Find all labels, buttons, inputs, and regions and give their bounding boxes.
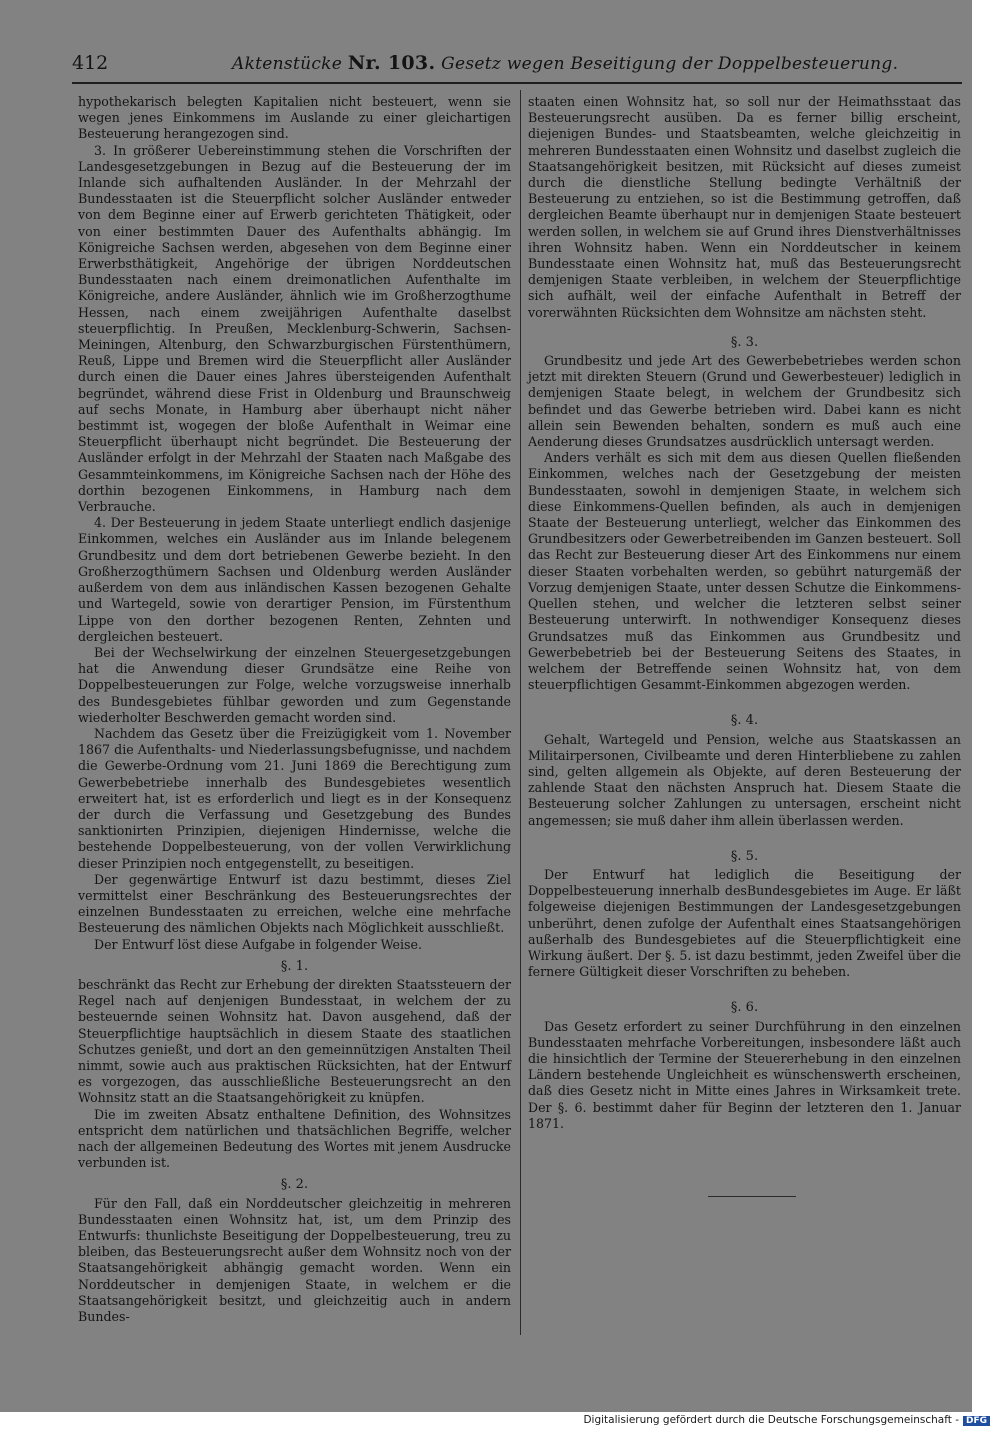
section-heading: §. 5. <box>730 848 759 864</box>
title-prefix: Aktenstücke <box>232 54 343 74</box>
paragraph: Das Gesetz erfordert zu seiner Durchführung in den einzelnen Bundesstaaten mehrfache Vorbereitungen, insbesondere läßt auch die hinsichtlich der Termine der Steuererhebung in den einzelnen Ländern bestehende Ungleichheit es wünschenswerth erscheinen, daß dies Gesetz nicht in Mitte eines Jahres in Wirksamkeit trete. Der §. 6. bestimmt daher für Beginn der letzteren den 1. Januar 1871. <box>528 1018 961 1131</box>
section-heading: §. 2. <box>280 1177 309 1193</box>
section-heading: §. 6. <box>730 1000 759 1016</box>
column-divider <box>520 90 521 1335</box>
section-heading: §. 4. <box>730 713 759 729</box>
paragraph: Grundbesitz und jede Art des Gewerbebetriebes werden schon jetzt mit direkten Steuern (Grund und Gewerbesteuer) lediglich in demjenigen Staate belegt, in welchem der Grundbesitz sich befindet und das Gewerbe betrieben wird. Dabei kann es nicht allein sein Bewenden behalten, sondern es muß auch eine Aenderung dieses Grundsatzes ausdrücklich untersagt werden. <box>528 353 961 450</box>
paragraph: Der Entwurf löst diese Aufgabe in folgender Weise. <box>94 936 422 952</box>
paragraph: Die im zweiten Absatz enthaltene Definition, des Wohnsitzes entspricht dem natürlichen und thatsächlichen Begriffe, welcher nach der allgemeinen Bedeutung des Wortes mit jenem Ausdrucke verbunden ist. <box>78 1106 511 1171</box>
paragraph: 4. Der Besteuerung in jedem Staate unterliegt endlich dasjenige Einkommen, welches ein Ausländer aus im Inlande belegenem Grundbesitz und dem dort betriebenen Gewerbe bezieht. In den Großherzogthümern Sachsen und Oldenburg werden Ausländer außerdem von dem aus inländischen Kassen bezogenen Gehalte und Wartegeld, sowie von derartiger Pension, im Fürstenthum Lippe von den dorther bezogenen Renten, Zehnten und dergleichen besteuert. <box>78 515 511 644</box>
scan-margin <box>972 0 1000 1412</box>
paragraph: staaten einen Wohnsitz hat, so soll nur der Heimathsstaat das Besteuerungsrecht ausüben. Da es ferner billig erscheint, diejenigen Bundes- und Staatsbeamten, welche gleichzeitig in mehreren Bundesstaaten einen Wohnsitz und daselbst zugleich die Staatsangehörigkeit besitzen, mit Rücksicht auf dieses zumeist durch die dienstliche Stellung bedingte Verhältniß der Besteuerung zu entziehen, so ist die Bestimmung getroffen, daß dergleichen Beamte überhaupt nur in demjenigen Staate besteuert werden sollen, in welchem sie auf Grund ihres Dienstverhältnisses ihren Wohnsitz haben. Wenn ein Norddeutscher in keinem Bundesstaate einen Wohnsitz hat, muß das Besteuerungsrecht demjenigen Staate verbleiben, in welchem der Steuerpflichtige sich aufhält, weil der einfache Aufenthalt in Betreff der vorerwähnten Rücksichten dem Wohnsitze am nächsten steht. <box>528 94 961 320</box>
paragraph: Anders verhält es sich mit dem aus diesen Quellen fließenden Einkommen, welches nach der Gesetzgebung der meisten Bundesstaaten, sowohl in demjenigen Staate, in welchem sich diese Einkommens-Quellen befinden, als auch in demjenigen Staate der Besteuerung unterliegt, welcher das Einkommen des Grundbesitzers oder Gewerbetreibenden im Ganzen besteuert. Soll das Recht zur Besteuerung dieser Art des Einkommens nur einem dieser Staaten vorbehalten werden, so gebührt naturgemäß der Vorzug demjenigen Staate, unter dessen Schutze die Einkommens-Quellen stehen, und welcher die letzteren selbst seiner Besteuerung unterwirft. In nothwendiger Konsequenz dieses Grundsatzes muß das Einkommen aus Grundbesitz und Gewerbebetrieb bei der Besteuerung Seitens des Staates, in welchem der Betreffende seinen Wohnsitz hat, von dem steuerpflichtigen Gesammt-Einkommen abgezogen werden. <box>528 450 961 693</box>
section-heading: §. 1. <box>280 958 309 974</box>
header-rule <box>72 82 962 84</box>
title-number: Nr. 103. <box>347 52 436 74</box>
paragraph: 3. In größerer Uebereinstimmung stehen die Vorschriften der Landesgesetzgebungen in Bezug auf die Besteuerung der im Inlande sich aufhaltenden Ausländer. In der Mehrzahl der Bundesstaaten ist die Steuerpflicht solcher Ausländer entweder von dem Beginne einer auf Erwerb gerichteten Thätigkeit, oder von einer bestimmten Dauer des Aufenthalts abhängig. Im Königreiche Sachsen werden, abgesehen von dem Beginne einer Erwerbsthätigkeit, Angehörige der übrigen Norddeutschen Bundesstaaten nach einem dreimonatlichen Aufenthalte im Königreiche, andere Ausländer, ähnlich wie im Großherzogthume Hessen, nach einem zweijährigen Aufenthalte daselbst steuerpflichtig. In Preußen, Mecklenburg-Schwerin, Sachsen-Meiningen, Altenburg, den Schwarzburgischen Fürstenthümern, Reuß, Lippe und Bremen wird die Steuerpflicht aller Ausländer durch einen die Dauer eines Jahres übersteigenden Aufenthalt begründet, während diese Frist in Oldenburg und Braunschweig auf sechs Monate, in Hamburg aber überhaupt nicht näher bestimmt ist, wogegen der bloße Aufenthalt in Weimar eine Steuerpflicht überhaupt nicht begründet. Die Besteuerung der Ausländer erfolgt in der Mehrzahl der Staaten nach Maßgabe des Gesammteinkommens, im Königreiche Sachsen nach der Höhe des dorthin bezogenen Einkommens, in Hamburg nach dem Verbrauche. <box>78 142 511 515</box>
section-heading: §. 3. <box>730 334 759 350</box>
right-column <box>528 94 961 1132</box>
dfg-logo-icon: DFG <box>963 1416 990 1426</box>
paragraph: Der gegenwärtige Entwurf ist dazu bestimmt, dieses Ziel vermittelst einer Beschränkung des Besteuerungsrechtes der einzelnen Bundesstaaten zu erreichen, welche eine mehrfache Besteuerung des nämlichen Objekts nach Möglichkeit ausschließt. <box>78 871 511 936</box>
running-title <box>232 52 898 74</box>
title-rest: Gesetz wegen Beseitigung der Doppelbesteuerung. <box>441 54 899 74</box>
credit-text: Digitalisierung gefördert durch die Deutsche Forschungsgemeinschaft - <box>583 1414 959 1426</box>
paragraph: Nachdem das Gesetz über die Freizügigkeit vom 1. November 1867 die Aufenthalts- und Niederlassungsbefugnisse, und nachdem die Gewerbe-Ordnung vom 21. Juni 1869 die Berechtigung zum Gewerbebetriebe innerhalb des Bundesgebietes wesentlich erweitert hat, ist es erforderlich und liegt es in der Konsequenz der durch die Verfassung und Gesetzgebung des Bundes sanktionirten Prinzipien, diejenigen Hindernisse, welche die bestehende Doppelbesteuerung, von der vollen Verwirklichung dieser Prinzipien noch entgegenstellt, zu beseitigen. <box>78 725 511 871</box>
footer-credit <box>583 1414 990 1430</box>
paragraph: Für den Fall, daß ein Norddeutscher gleichzeitig in mehreren Bundesstaaten einen Wohnsitz hat, ist, um dem Prinzip des Entwurfs: thunlichste Beseitigung der Doppelbesteuerung, treu zu bleiben, das Besteuerungsrecht außer dem Wohnsitz noch von der Staatsangehörigkeit abhängig gemacht worden. Wenn ein Norddeutscher in demjenigen Staate, in welchem er die Staatsangehörigkeit besitzt, und gleichzeitig auch in andern Bundes- <box>78 1195 511 1325</box>
paragraph: beschränkt das Recht zur Erhebung der direkten Staatssteuern der Regel nach auf denjenigen Bundesstaat, in welchem der zu besteuernde seinen Wohnsitz hat. Davon ausgehend, daß der Steuerpflichtige hauptsächlich in diesem Staate des staatlichen Schutzes genießt, und dort an den gemeinnützigen Anstalten Theil nimmt, sowie auch aus praktischen Rücksichten, hat der Entwurf es vorgezogen, das ausschließliche Besteuerungsrecht an den Wohnsitz statt an die Staatsangehörigkeit zu knüpfen. <box>78 976 511 1106</box>
end-rule <box>708 1196 796 1197</box>
paragraph: Gehalt, Wartegeld und Pension, welche aus Staatskassen an Militairpersonen, Civilbeamte und deren Hinterbliebene zu zahlen sind, gelten allgemein als Objekte, auf deren Besteuerung der zahlende Staat den nächsten Anspruch hat. Diesem Staate die Besteuerung solcher Zahlungen zu untersagen, erscheint nicht angemessen; sie muß daher ihm allein überlassen werden. <box>528 731 961 828</box>
left-column <box>78 94 511 1325</box>
page-number: 412 <box>72 52 109 74</box>
paragraph: Bei der Wechselwirkung der einzelnen Steuergesetzgebungen hat die Anwendung dieser Grundsätze eine Reihe von Doppelbesteuerungen zur Folge, welche vorzugsweise innerhalb des Bundesgebietes fühlbar geworden und zum Gegenstande wiederholter Beschwerden gemacht worden sind. <box>78 644 511 725</box>
page-header <box>72 48 962 78</box>
paragraph: Der Entwurf hat lediglich die Beseitigung der Doppelbesteuerung innerhalb desBundesgebietes im Auge. Er läßt folgeweise diejenigen Bestimmungen der Landesgesetzgebungen unberührt, denen zufolge der Aufenthalt eines Staatsangehörigen außerhalb des Bundesgebietes auf die Steuerpflichtigkeit eine Wirkung äußert. Der §. 5. ist dazu bestimmt, jeden Zweifel über die fernere Gültigkeit dieser Vorschriften zu beheben. <box>528 866 961 980</box>
paragraph: hypothekarisch belegten Kapitalien nicht besteuert, wenn sie wegen jenes Einkommens im Auslande zu einer gleichartigen Besteuerung herangezogen sind. <box>78 94 511 142</box>
